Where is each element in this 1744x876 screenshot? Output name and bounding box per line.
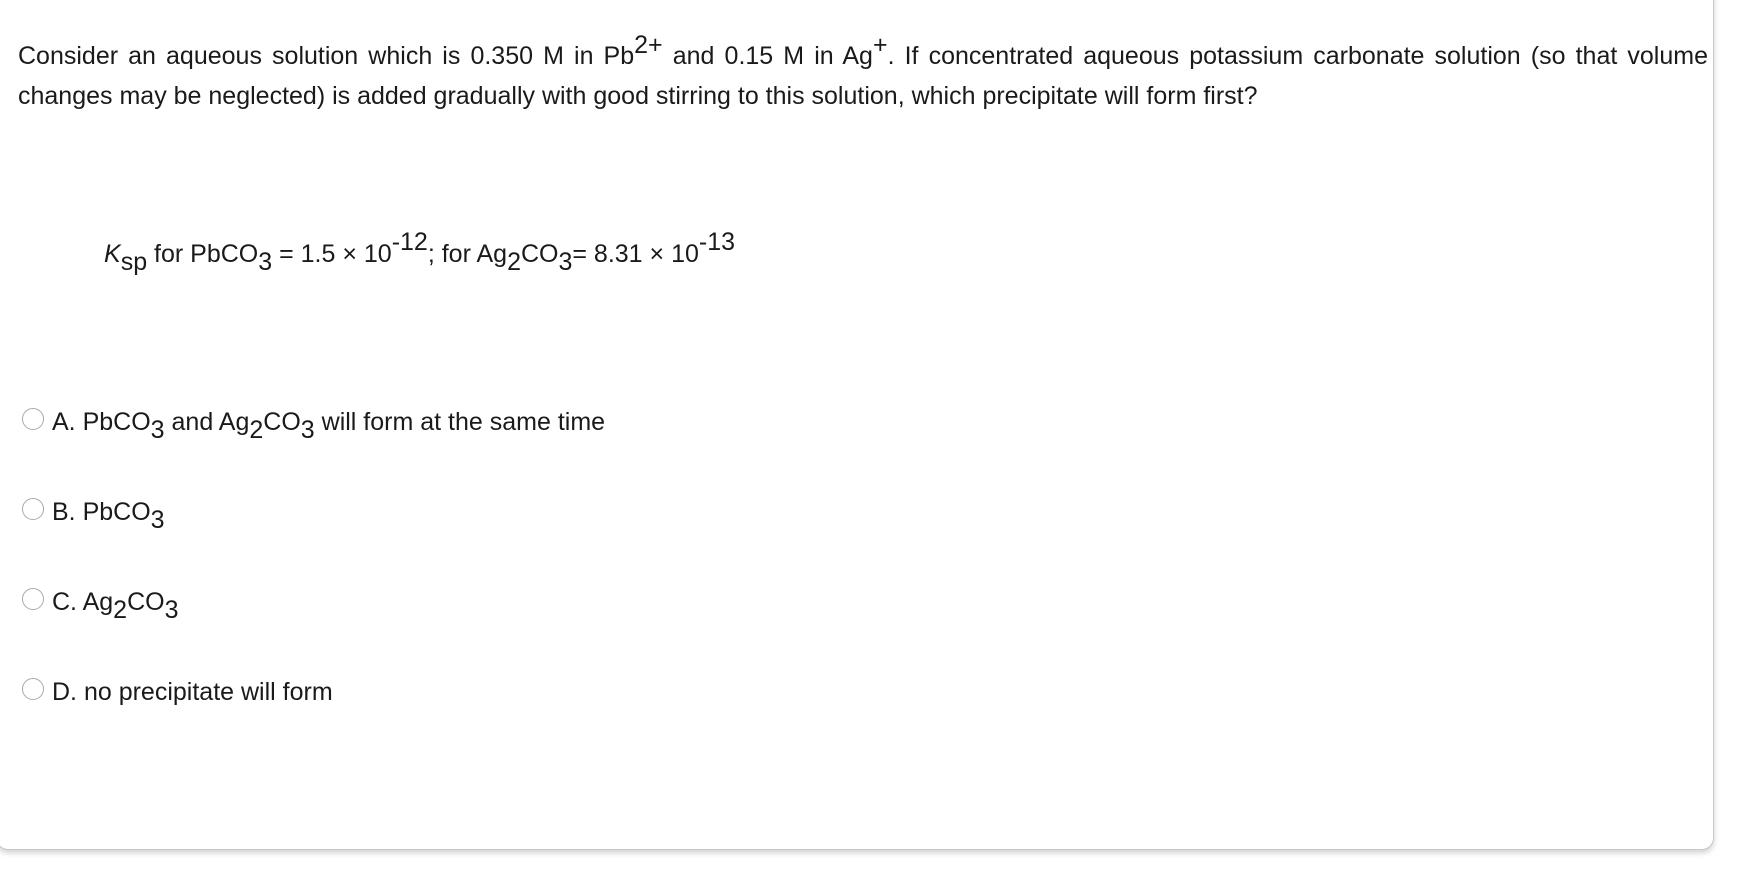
formula-subscript: 3: [300, 416, 315, 444]
ksp-part: ; for Ag: [427, 240, 508, 268]
charge-superscript: +: [872, 31, 888, 59]
charge-superscript: 2+: [634, 31, 663, 59]
ksp-part: for PbCO: [147, 240, 259, 268]
option-d-label: [52, 678, 333, 707]
formula-subscript: 2: [249, 416, 264, 444]
formula-subscript: 3: [558, 248, 573, 276]
ksp-values: [104, 228, 736, 276]
option-text: C. Ag: [52, 588, 114, 616]
ksp-symbol: K: [104, 240, 121, 268]
option-d[interactable]: [22, 678, 333, 707]
option-text: CO: [127, 588, 165, 616]
question-part: Consider an aqueous solution which is 0.350 M in Pb: [18, 42, 635, 70]
option-text: will form at the same time: [314, 408, 606, 436]
exponent: -13: [698, 228, 736, 256]
formula-subscript: 3: [150, 416, 165, 444]
radio-button-a[interactable]: [22, 408, 44, 430]
ksp-part: CO: [520, 240, 559, 268]
question-part: and 0.15 M in Ag: [662, 42, 873, 70]
option-text: A. PbCO: [52, 408, 151, 436]
option-b-label: [52, 498, 165, 534]
radio-button-d[interactable]: [22, 678, 44, 700]
option-text: D.: [52, 678, 77, 706]
formula-subscript: 2: [113, 596, 128, 624]
option-text: and Ag: [164, 408, 250, 436]
radio-button-b[interactable]: [22, 498, 44, 520]
formula-subscript: 2: [507, 248, 521, 276]
option-text: B. PbCO: [52, 498, 151, 526]
option-a-label: [52, 408, 606, 444]
formula-subscript: 3: [150, 506, 165, 534]
option-c-label: [52, 588, 179, 624]
ksp-part: = 1.5 × 10: [272, 240, 392, 268]
ksp-part: = 8.31 × 10: [572, 240, 699, 268]
formula-subscript: 3: [258, 248, 273, 276]
option-text: no precipitate will form: [77, 678, 333, 706]
radio-button-c[interactable]: [22, 588, 44, 610]
question-part: . If concentrated aqueous potassium carbonate solution (so that volume changes may be neglected) is added gradually with good stirring to this solution, which precipitate will form first?: [18, 42, 1708, 110]
exponent: -12: [391, 228, 428, 256]
formula-subscript: 3: [164, 596, 179, 624]
option-b[interactable]: [22, 498, 165, 534]
option-c[interactable]: [22, 588, 179, 624]
question-text: [18, 31, 1708, 116]
option-a[interactable]: [22, 408, 606, 444]
option-text: CO: [263, 408, 301, 436]
ksp-subscript: sp: [120, 248, 148, 276]
